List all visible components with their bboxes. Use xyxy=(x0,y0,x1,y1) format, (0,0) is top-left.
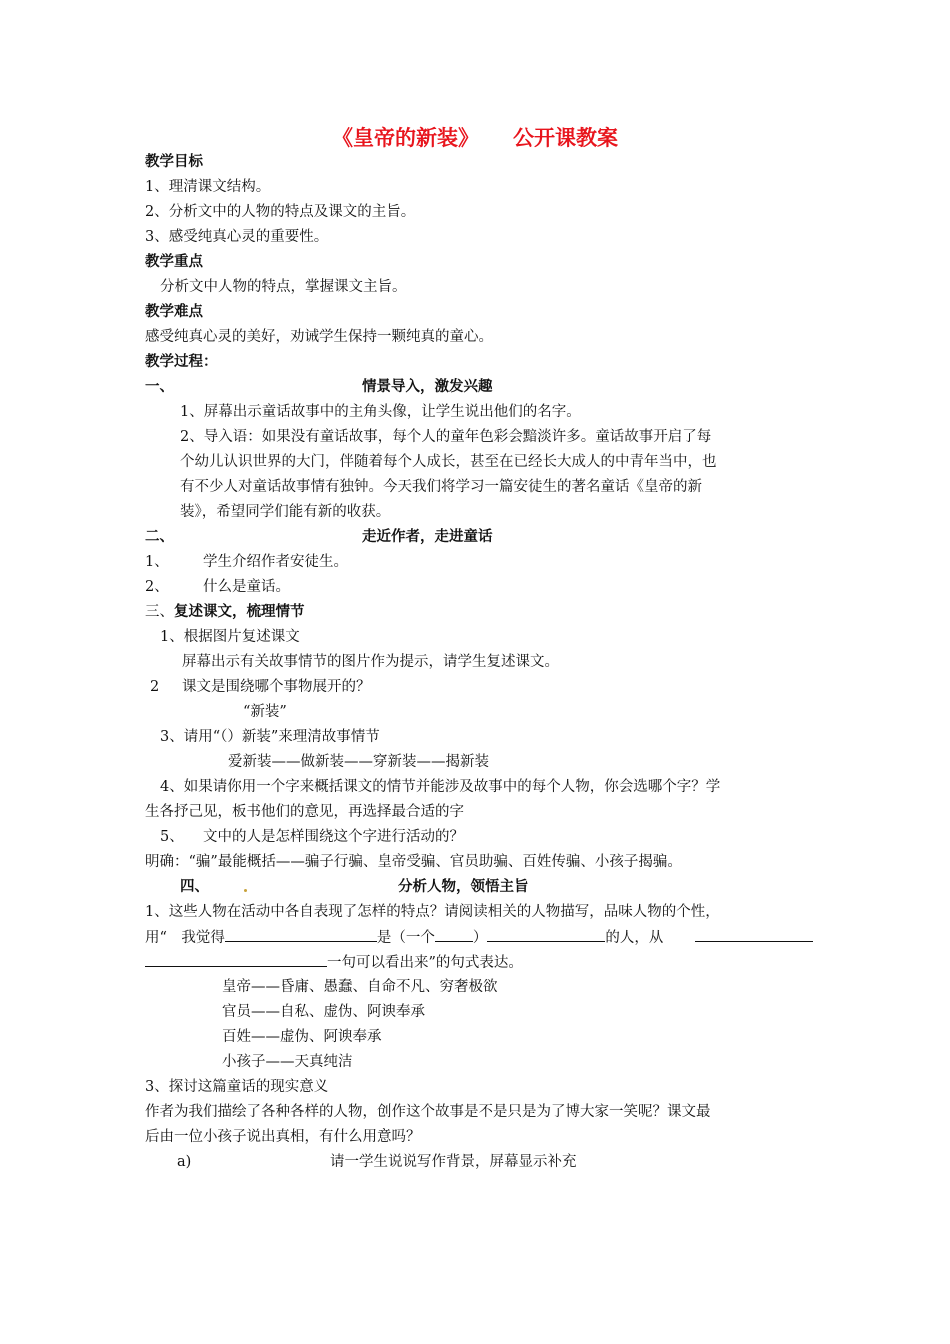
section4-fill-in-line xyxy=(145,952,523,973)
section4-paragraph-line: 后由一位小孩子说出真相，有什么用意吗？ xyxy=(145,1129,421,1145)
section3-number: 三、 xyxy=(145,604,174,620)
section4-number: 四、 xyxy=(180,879,209,895)
section3-line: 课文是围绕哪个事物展开的？ xyxy=(182,679,371,695)
section3-line: 生各抒己见，板书他们的意见，再选择最合适的字 xyxy=(145,804,464,820)
sub-item-label: a) xyxy=(177,1154,192,1170)
section2-title: 走近作者，走进童话 xyxy=(362,529,493,545)
section3-line: 屏幕出示有关故事情节的图片作为提示，请学生复述课文。 xyxy=(182,654,559,670)
section1-paragraph-line: 个幼儿认识世界的大门，伴随着每个人成长，甚至在已经长大成人的中青年当中，也 xyxy=(180,454,717,470)
section2-number: 二、 xyxy=(145,529,174,545)
title-sub: 公开课教案 xyxy=(513,126,618,150)
section4-paragraph-line: 作者为我们描绘了各种各样的人物，创作这个故事是不是只是为了博大家一笑呢？课文最 xyxy=(145,1104,711,1120)
section3-line-number: 2 xyxy=(150,679,160,695)
character-trait: 小孩子——天真纯洁 xyxy=(222,1054,353,1070)
fill-in-text: 是（一个 xyxy=(376,930,435,946)
section1-paragraph-line: 有不少人对童话故事情有独钟。今天我们将学习一篇安徒生的著名童话《皇帝的新 xyxy=(180,479,702,495)
objective-item: 1、理清课文结构。 xyxy=(145,179,271,195)
title-main: 《皇帝的新装》 xyxy=(332,126,479,150)
plot-sequence: 爱新装——做新装——穿新装——揭新装 xyxy=(228,754,489,770)
difficulties-text: 感受纯真心灵的美好，劝诫学生保持一颗纯真的童心。 xyxy=(145,329,493,345)
fill-in-text: ） xyxy=(472,930,488,946)
section1-paragraph-line: 装》，希望同学们能有新的收获。 xyxy=(180,504,391,520)
section3-heading xyxy=(145,602,305,622)
fill-in-text: 的人，从 xyxy=(605,930,664,946)
objectives-heading: 教学目标 xyxy=(145,154,203,170)
section1-number: 一、 xyxy=(145,379,174,395)
objective-item: 3、感受纯真心灵的重要性。 xyxy=(145,229,329,245)
section3-line-number: 5、 xyxy=(160,829,184,845)
key-points-heading: 教学重点 xyxy=(145,254,203,270)
fill-in-text: 一句可以看出来”的句式表达。 xyxy=(327,955,523,971)
key-points-text: 分析文中人物的特点，掌握课文主旨。 xyxy=(160,279,407,295)
fill-in-text: 用“ 我觉得 xyxy=(145,930,225,946)
section3-line: “新装” xyxy=(243,704,287,720)
section1-title: 情景导入，激发兴趣 xyxy=(362,379,493,395)
process-heading: 教学过程： xyxy=(145,354,218,370)
section3-line: 文中的人是怎样围绕这个字进行活动的？ xyxy=(203,829,464,845)
section4-title: 分析人物，领悟主旨 xyxy=(398,879,529,895)
character-trait: 皇帝——昏庸、愚蠢、自命不凡、穷奢极欲 xyxy=(222,979,498,995)
sub-item-text: 请一学生说说写作背景，屏幕显示补充 xyxy=(330,1154,577,1170)
section3-conclusion: 明确：“骗”最能概括——骗子行骗、皇帝受骗、官员助骗、百姓传骗、小孩子揭骗。 xyxy=(145,854,682,870)
section2-item-number: 2、 xyxy=(145,579,169,595)
section2-item-text: 学生介绍作者安徒生。 xyxy=(203,554,348,570)
section3-line: 1、根据图片复述课文 xyxy=(160,629,300,645)
fill-in-blank xyxy=(695,927,813,942)
section2-item-number: 1、 xyxy=(145,554,169,570)
character-trait: 官员——自私、虚伪、阿谀奉承 xyxy=(222,1004,425,1020)
section3-title: 复述课文，梳理情节 xyxy=(174,604,305,620)
character-trait: 百姓——虚伪、阿谀奉承 xyxy=(222,1029,382,1045)
section3-line: 4、如果请你用一个字来概括课文的情节并能涉及故事中的每个人物，你会选哪个字？学 xyxy=(160,779,721,795)
section4-fill-in-line xyxy=(145,927,663,948)
document-title xyxy=(0,122,950,152)
fill-in-blank xyxy=(487,927,605,942)
section1-paragraph-line: 2、导入语：如果没有童话故事，每个人的童年色彩会黯淡许多。童话故事开启了每 xyxy=(180,429,712,445)
fill-in-blank xyxy=(435,927,473,942)
stray-mark xyxy=(244,889,247,892)
fill-in-blank xyxy=(145,952,327,967)
section4-question: 1、这些人物在活动中各自表现了怎样的特点？请阅读相关的人物描写，品味人物的个性， xyxy=(145,904,720,920)
fill-in-blank xyxy=(225,927,377,942)
difficulties-heading: 教学难点 xyxy=(145,304,203,320)
section3-line: 3、请用“（）新装”来理清故事情节 xyxy=(160,729,380,745)
section2-item-text: 什么是童话。 xyxy=(203,579,290,595)
section1-line: 1、屏幕出示童话故事中的主角头像，让学生说出他们的名字。 xyxy=(180,404,581,420)
objective-item: 2、分析文中的人物的特点及课文的主旨。 xyxy=(145,204,416,220)
section4-question: 3、探讨这篇童话的现实意义 xyxy=(145,1079,329,1095)
